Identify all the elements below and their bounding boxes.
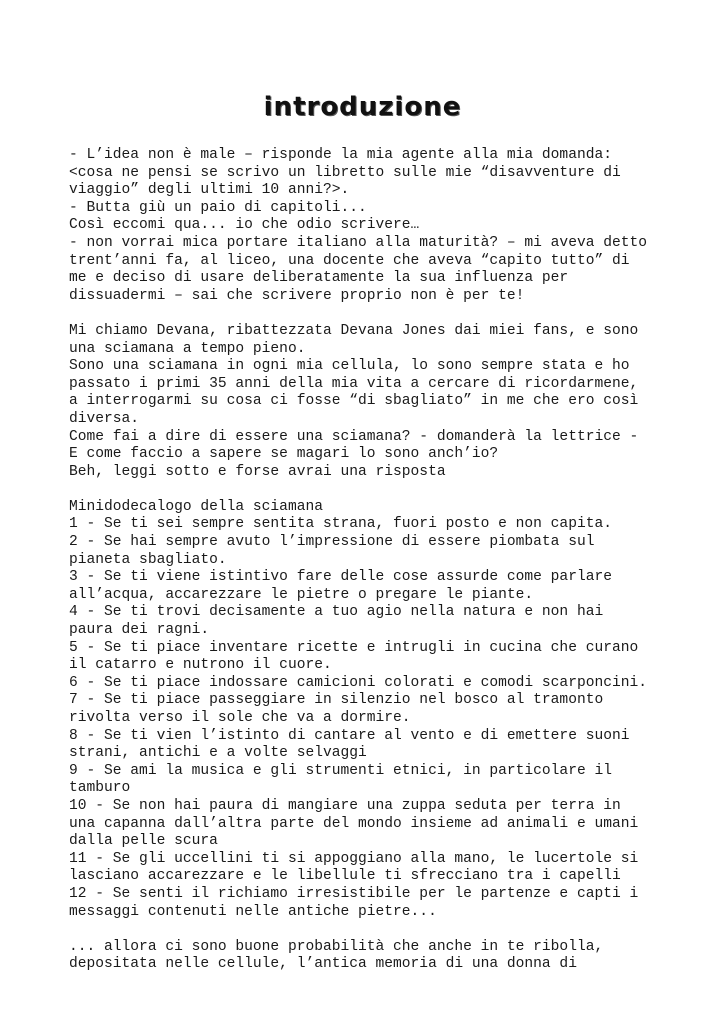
- text-line: a interrogarmi su cosa ci fosse “di sbagliato” in me che ero così: [69, 393, 639, 410]
- text-line: depositata nelle cellule, l’antica memoria di una donna di: [69, 956, 577, 973]
- blank-line: [69, 481, 669, 499]
- text-line: trent’anni fa, al liceo, una docente che aveva “capito tutto” di: [69, 252, 630, 269]
- text-line: 10 - Se non hai paura di mangiare una zuppa seduta per terra in: [69, 797, 621, 814]
- text-line: all’acqua, accarezzare le pietre o pregare le piante.: [69, 586, 534, 603]
- text-line: una sciamana a tempo pieno.: [69, 340, 306, 357]
- text-line: messaggi contenuti nelle antiche pietre...: [69, 903, 437, 920]
- text-line: Minidodecalogo della sciamana: [69, 498, 323, 515]
- text-line: 5 - Se ti piace inventare ricette e intrugli in cucina che curano: [69, 639, 639, 656]
- text-line: ... allora ci sono buone probabilità che anche in te ribolla,: [69, 938, 604, 955]
- text-line: una capanna dall’altra parte del mondo insieme ad animali e umani: [69, 815, 639, 832]
- text-line: <cosa ne pensi se scrivo un libretto sulle mie “disavventure di: [69, 164, 621, 181]
- text-line: 3 - Se ti viene istintivo fare delle cose assurde come parlare: [69, 569, 612, 586]
- text-line: Come fai a dire di essere una sciamana? - domanderà la lettrice -: [69, 428, 639, 445]
- document-body: [69, 147, 669, 974]
- text-line: Così eccomi qua... io che odio scrivere…: [69, 217, 420, 234]
- text-line: pianeta sbagliato.: [69, 551, 227, 568]
- text-line: strani, antichi e a volte selvaggi: [69, 745, 367, 762]
- text-line: il catarro e nutrono il cuore.: [69, 657, 332, 674]
- text-line: 7 - Se ti piace passeggiare in silenzio nel bosco al tramonto: [69, 692, 604, 709]
- page-title: introduzione: [263, 92, 462, 122]
- text-line: paura dei ragni.: [69, 622, 210, 639]
- text-line: diversa.: [69, 410, 140, 427]
- text-line: dalla pelle scura: [69, 833, 218, 850]
- text-line: viaggio” degli ultimi 10 anni?>.: [69, 182, 350, 199]
- text-line: rivolta verso il sole che va a dormire.: [69, 710, 411, 726]
- text-line: 4 - Se ti trovi decisamente a tuo agio nella natura e non hai: [69, 604, 604, 621]
- text-line: 11 - Se gli uccellini ti si appoggiano alla mano, le lucertole si: [69, 850, 639, 867]
- text-line: Mi chiamo Devana, ribattezzata Devana Jones dai miei fans, e sono: [69, 322, 639, 339]
- blank-line: [69, 921, 669, 939]
- text-line: - Butta giù un paio di capitoli...: [69, 199, 367, 216]
- text-line: - L’idea non è male – risponde la mia agente alla mia domanda:: [69, 147, 612, 163]
- text-line: Sono una sciamana in ogni mia cellula, lo sono sempre stata e ho: [69, 358, 630, 375]
- text-line: 2 - Se hai sempre avuto l’impressione di essere piombata sul: [69, 534, 595, 551]
- text-line: 12 - Se senti il richiamo irresistibile per le partenze e capti i: [69, 885, 639, 902]
- text-line: dissuadermi – sai che scrivere proprio non è per te!: [69, 287, 525, 304]
- text-line: 9 - Se ami la musica e gli strumenti etnici, in particolare il: [69, 762, 612, 779]
- text-line: me e deciso di usare deliberatamente la sua influenza per: [69, 270, 569, 287]
- blank-line: [69, 305, 669, 323]
- text-line: - non vorrai mica portare italiano alla maturità? – mi aveva detto: [69, 234, 648, 251]
- text-line: 1 - Se ti sei sempre sentita strana, fuori posto e non capita.: [69, 516, 612, 533]
- text-line: 6 - Se ti piace indossare camicioni colorati e comodi scarponcini.: [69, 674, 648, 691]
- text-line: passato i primi 35 anni della mia vita a cercare di ricordarmene,: [69, 375, 639, 392]
- text-line: E come faccio a sapere se magari lo sono anch’io?: [69, 446, 499, 463]
- text-line: tamburo: [69, 780, 131, 797]
- text-line: Beh, leggi sotto e forse avrai una risposta: [69, 463, 446, 480]
- text-line: lasciano accarezzare e le libellule ti sfrecciano tra i capelli: [69, 868, 621, 885]
- text-line: 8 - Se ti vien l’istinto di cantare al vento e di emettere suoni: [69, 727, 630, 744]
